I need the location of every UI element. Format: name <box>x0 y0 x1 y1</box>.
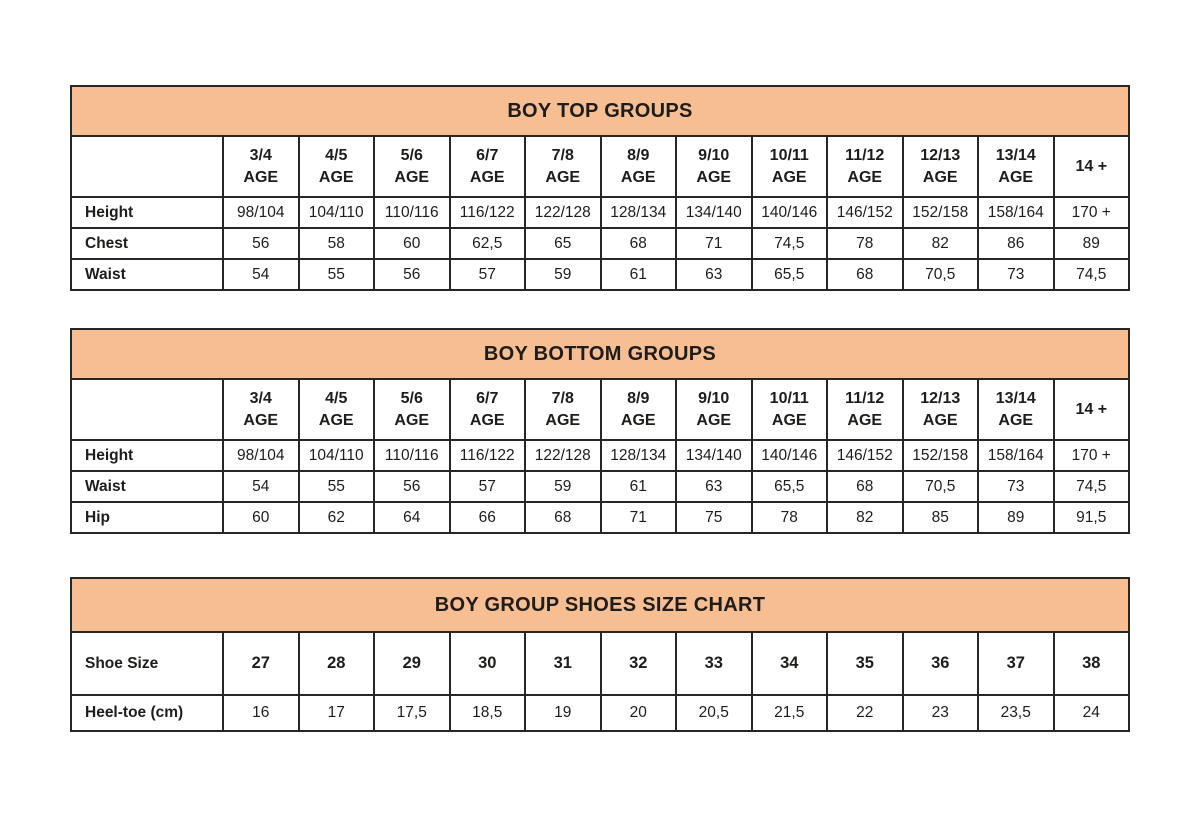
value-cell: 128/134 <box>601 197 677 228</box>
age-column-header: 3/4 AGE <box>223 136 299 197</box>
value-cell: 98/104 <box>223 197 299 228</box>
value-cell: 17 <box>299 695 375 731</box>
value-cell: 91,5 <box>1054 502 1130 533</box>
value-cell: 122/128 <box>525 440 601 471</box>
age-column-header: 8/9 AGE <box>601 379 677 440</box>
value-cell: 66 <box>450 502 526 533</box>
value-cell: 134/140 <box>676 197 752 228</box>
value-cell: 28 <box>299 632 375 695</box>
boy-group-shoes-size-chart-title: BOY GROUP SHOES SIZE CHART <box>70 577 1130 633</box>
value-cell: 158/164 <box>978 197 1054 228</box>
age-column-header: 13/14 AGE <box>978 379 1054 440</box>
age-column-header: 9/10 AGE <box>676 136 752 197</box>
value-cell: 32 <box>601 632 677 695</box>
value-cell: 116/122 <box>450 197 526 228</box>
value-cell: 140/146 <box>752 197 828 228</box>
age-column-header: 8/9 AGE <box>601 136 677 197</box>
age-column-header: 4/5 AGE <box>299 136 375 197</box>
value-cell: 89 <box>978 502 1054 533</box>
age-column-header: 7/8 AGE <box>525 136 601 197</box>
value-cell: 65 <box>525 228 601 259</box>
value-cell: 56 <box>374 259 450 290</box>
boy-bottom-groups-table <box>70 328 1130 534</box>
row-label: Chest <box>71 228 223 259</box>
value-cell: 63 <box>676 259 752 290</box>
value-cell: 59 <box>525 259 601 290</box>
value-cell: 56 <box>374 471 450 502</box>
value-cell: 74,5 <box>1054 471 1130 502</box>
row-label: Waist <box>71 471 223 502</box>
boy-group-shoes-size-chart-table <box>70 577 1130 732</box>
value-cell: 65,5 <box>752 259 828 290</box>
age-column-header: 9/10 AGE <box>676 379 752 440</box>
value-cell: 74,5 <box>752 228 828 259</box>
value-cell: 65,5 <box>752 471 828 502</box>
value-cell: 57 <box>450 471 526 502</box>
row-label: Hip <box>71 502 223 533</box>
value-cell: 152/158 <box>903 440 979 471</box>
value-cell: 74,5 <box>1054 259 1130 290</box>
value-cell: 54 <box>223 259 299 290</box>
value-cell: 71 <box>676 228 752 259</box>
row-label: Height <box>71 197 223 228</box>
boy-group-shoes-size-chart-grid <box>70 631 1130 732</box>
value-cell: 38 <box>1054 632 1130 695</box>
row-label: Waist <box>71 259 223 290</box>
value-cell: 55 <box>299 471 375 502</box>
value-cell: 16 <box>223 695 299 731</box>
age-column-header: 14 + <box>1054 379 1130 440</box>
value-cell: 85 <box>903 502 979 533</box>
value-cell: 70,5 <box>903 259 979 290</box>
value-cell: 62 <box>299 502 375 533</box>
value-cell: 37 <box>978 632 1054 695</box>
age-column-header: 12/13 AGE <box>903 136 979 197</box>
value-cell: 30 <box>450 632 526 695</box>
boy-top-groups-title: BOY TOP GROUPS <box>70 85 1130 137</box>
value-cell: 86 <box>978 228 1054 259</box>
age-column-header: 5/6 AGE <box>374 379 450 440</box>
age-column-header: 14 + <box>1054 136 1130 197</box>
value-cell: 20 <box>601 695 677 731</box>
value-cell: 55 <box>299 259 375 290</box>
value-cell: 17,5 <box>374 695 450 731</box>
value-cell: 146/152 <box>827 197 903 228</box>
value-cell: 24 <box>1054 695 1130 731</box>
value-cell: 33 <box>676 632 752 695</box>
value-cell: 78 <box>752 502 828 533</box>
age-column-header: 13/14 AGE <box>978 136 1054 197</box>
age-column-header: 6/7 AGE <box>450 379 526 440</box>
value-cell: 59 <box>525 471 601 502</box>
age-column-header: 10/11 AGE <box>752 136 828 197</box>
value-cell: 104/110 <box>299 440 375 471</box>
age-column-header: 10/11 AGE <box>752 379 828 440</box>
boy-top-groups-table <box>70 85 1130 291</box>
value-cell: 22 <box>827 695 903 731</box>
value-cell: 68 <box>601 228 677 259</box>
value-cell: 140/146 <box>752 440 828 471</box>
value-cell: 21,5 <box>752 695 828 731</box>
row-label: Height <box>71 440 223 471</box>
value-cell: 23,5 <box>978 695 1054 731</box>
value-cell: 170 + <box>1054 197 1130 228</box>
value-cell: 35 <box>827 632 903 695</box>
value-cell: 73 <box>978 471 1054 502</box>
value-cell: 73 <box>978 259 1054 290</box>
value-cell: 122/128 <box>525 197 601 228</box>
boy-bottom-groups-title: BOY BOTTOM GROUPS <box>70 328 1130 380</box>
value-cell: 152/158 <box>903 197 979 228</box>
value-cell: 34 <box>752 632 828 695</box>
value-cell: 54 <box>223 471 299 502</box>
value-cell: 60 <box>374 228 450 259</box>
value-cell: 27 <box>223 632 299 695</box>
boy-top-groups-grid <box>70 135 1130 291</box>
age-column-header: 7/8 AGE <box>525 379 601 440</box>
value-cell: 56 <box>223 228 299 259</box>
value-cell: 31 <box>525 632 601 695</box>
value-cell: 62,5 <box>450 228 526 259</box>
age-column-header: 4/5 AGE <box>299 379 375 440</box>
value-cell: 19 <box>525 695 601 731</box>
value-cell: 63 <box>676 471 752 502</box>
value-cell: 70,5 <box>903 471 979 502</box>
value-cell: 58 <box>299 228 375 259</box>
row-label: Heel-toe (cm) <box>71 695 223 731</box>
value-cell: 146/152 <box>827 440 903 471</box>
value-cell: 61 <box>601 259 677 290</box>
age-column-header: 11/12 AGE <box>827 379 903 440</box>
value-cell: 82 <box>903 228 979 259</box>
corner-cell <box>71 379 223 440</box>
value-cell: 116/122 <box>450 440 526 471</box>
value-cell: 75 <box>676 502 752 533</box>
value-cell: 64 <box>374 502 450 533</box>
value-cell: 158/164 <box>978 440 1054 471</box>
value-cell: 29 <box>374 632 450 695</box>
row-label: Shoe Size <box>71 632 223 695</box>
age-column-header: 12/13 AGE <box>903 379 979 440</box>
value-cell: 68 <box>525 502 601 533</box>
age-column-header: 11/12 AGE <box>827 136 903 197</box>
value-cell: 170 + <box>1054 440 1130 471</box>
value-cell: 82 <box>827 502 903 533</box>
value-cell: 68 <box>827 471 903 502</box>
value-cell: 18,5 <box>450 695 526 731</box>
value-cell: 110/116 <box>374 197 450 228</box>
value-cell: 57 <box>450 259 526 290</box>
value-cell: 110/116 <box>374 440 450 471</box>
value-cell: 20,5 <box>676 695 752 731</box>
value-cell: 128/134 <box>601 440 677 471</box>
value-cell: 134/140 <box>676 440 752 471</box>
age-column-header: 6/7 AGE <box>450 136 526 197</box>
value-cell: 71 <box>601 502 677 533</box>
boy-bottom-groups-grid <box>70 378 1130 534</box>
value-cell: 68 <box>827 259 903 290</box>
value-cell: 89 <box>1054 228 1130 259</box>
corner-cell <box>71 136 223 197</box>
age-column-header: 3/4 AGE <box>223 379 299 440</box>
age-column-header: 5/6 AGE <box>374 136 450 197</box>
value-cell: 61 <box>601 471 677 502</box>
value-cell: 60 <box>223 502 299 533</box>
value-cell: 104/110 <box>299 197 375 228</box>
value-cell: 23 <box>903 695 979 731</box>
value-cell: 36 <box>903 632 979 695</box>
value-cell: 78 <box>827 228 903 259</box>
value-cell: 98/104 <box>223 440 299 471</box>
